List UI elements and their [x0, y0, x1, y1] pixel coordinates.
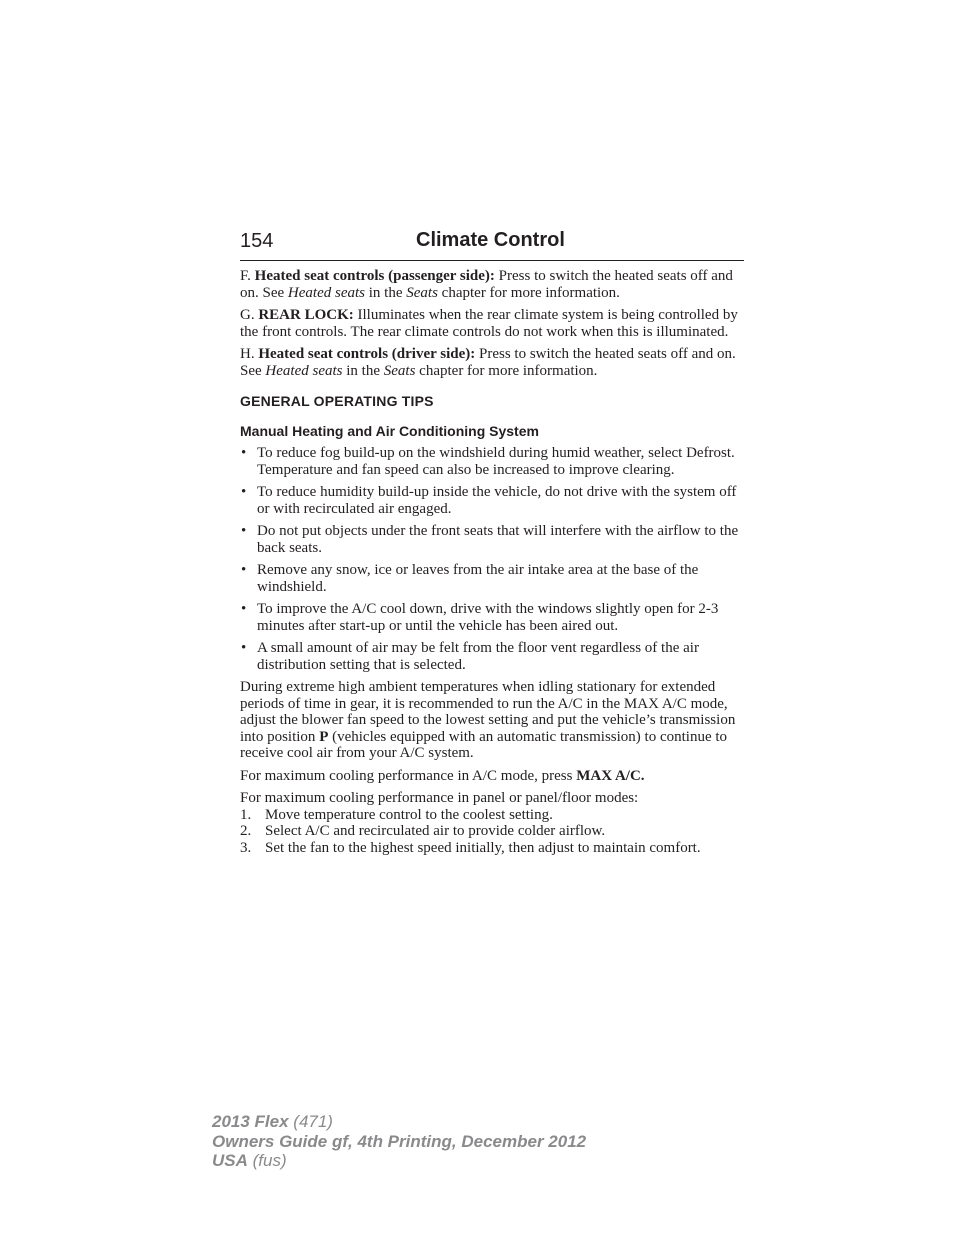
tips-list [240, 445, 745, 673]
park-position: P [319, 728, 329, 745]
list-item: • To reduce fog build-up on the windshield during humid weather, select Defrost. Temperature and fan speed can also be increased to improve clearing. [241, 445, 735, 478]
xref-heated-seats: Heated seats [265, 362, 343, 379]
bullet-icon: • [241, 484, 247, 500]
list-item: 1. Move temperature control to the coolest setting. [240, 806, 553, 823]
item-h-label: Heated seat controls (driver side): [258, 346, 476, 362]
xref-seats: Seats [383, 362, 416, 379]
chapter-title: Climate Control [416, 229, 565, 251]
bullet-icon: • [241, 562, 247, 578]
item-f-label: Heated seat controls (passenger side): [254, 268, 495, 284]
list-item: 2. Select A/C and recirculated air to provide colder airflow. [240, 823, 606, 839]
footer-line-printing: Owners Guide gf, 4th Printing, December 2012 [212, 1131, 587, 1151]
footer-line-model: 2013 Flex (471) [212, 1112, 333, 1131]
paragraph-max-ac: For maximum cooling performance in A/C mode, press MAX A/C. [240, 767, 645, 784]
page-header [240, 228, 744, 261]
page-body [240, 268, 745, 856]
xref-heated-seats: Heated seats [287, 284, 365, 301]
item-h: H. Heated seat controls (driver side): Press to switch the heated seats off and on. See Heated seats in the Seats chapter for more information. [240, 346, 736, 379]
paragraph-extreme-temps: During extreme high ambient temperatures when idling stationary for extended periods of time in gear, it is recommended to run the A/C in the MAX A/C mode, adjust the blower fan speed to the lowest setting and put the vehicle’s transmission into position P (vehicles equipped with an automatic transmission) to continue to receive cool air from your A/C system. [240, 679, 736, 761]
steps-list [240, 807, 745, 857]
bullet-icon: • [241, 445, 247, 461]
max-ac-label: MAX A/C. [576, 767, 645, 784]
list-item: • To reduce humidity build-up inside the vehicle, do not drive with the system off or with recirculated air engaged. [241, 484, 737, 517]
section-heading: GENERAL OPERATING TIPS [240, 393, 434, 409]
xref-seats: Seats [406, 284, 438, 301]
list-item: • Do not put objects under the front seats that will interfere with the airflow to the back seats. [241, 523, 739, 556]
list-item: • To improve the A/C cool down, drive with the windows slightly open for 2-3 minutes after start-up or until the vehicle has been aired out. [241, 601, 719, 634]
bullet-icon: • [241, 523, 247, 539]
list-item: • A small amount of air may be felt from the floor vent regardless of the air distribution setting that is selected. [241, 640, 699, 673]
subsection-heading: Manual Heating and Air Conditioning System [240, 423, 539, 439]
footer-line-market: USA (fus) [212, 1151, 287, 1170]
item-f: F. Heated seat controls (passenger side): Press to switch the heated seats off and on. See Heated seats in the Seats chapter for more information. [240, 268, 733, 301]
item-g: G. REAR LOCK: Illuminates when the rear climate system is being controlled by the front controls. The rear climate controls do not work when this is illuminated. [240, 307, 738, 340]
bullet-icon: • [241, 640, 247, 656]
item-g-label: REAR LOCK: [258, 307, 354, 323]
bullet-icon: • [241, 601, 247, 617]
paragraph-panel-modes: For maximum cooling performance in panel or panel/floor modes: [240, 790, 639, 806]
list-item: • Remove any snow, ice or leaves from the air intake area at the base of the windshield. [241, 562, 699, 595]
list-item: 3. Set the fan to the highest speed initially, then adjust to maintain comfort. [240, 839, 701, 856]
page-footer [212, 1112, 586, 1171]
page-number: 154 [240, 230, 274, 252]
